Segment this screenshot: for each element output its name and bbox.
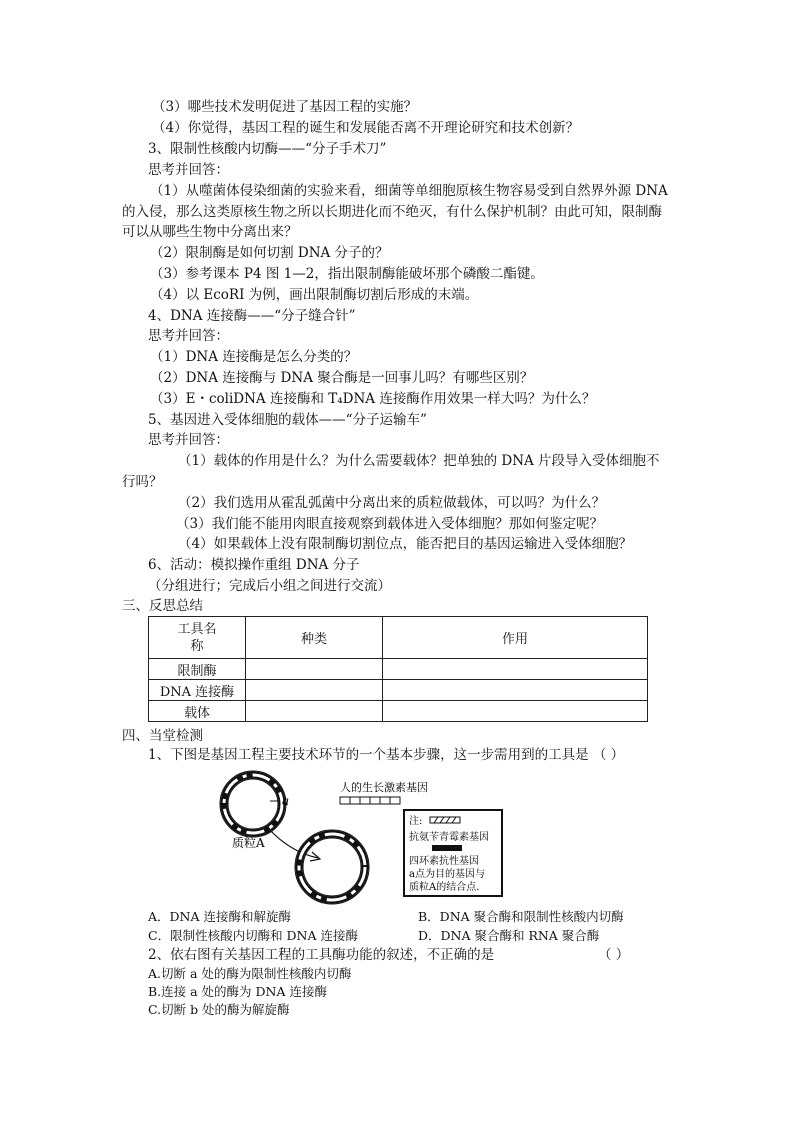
text-line: （3）哪些技术发明促进了基因工程的实施？ (152, 99, 418, 115)
text-line: 思考并回答： (148, 162, 229, 178)
text-line: 6、活动：模拟操作重组 DNA 分子 (148, 557, 360, 573)
question-2-stem: 2、依右图有关基因工程的工具酶功能的叙述，不正确的是 (148, 947, 495, 963)
text-line: （3）参考课本 P4 图 1—2，指出限制酶能破坏那个磷酸二酯键。 (150, 266, 544, 282)
legend-text: 抗氨苄青霉素基因 (409, 832, 489, 843)
legend-text: 质粒A的结合点. (409, 882, 480, 893)
section-heading: 三、反思总结 (122, 598, 203, 614)
plasmid-a-icon (220, 771, 286, 837)
plasmid-a-label: 质粒A (232, 836, 265, 850)
legend-text: a点为目的基因与 (409, 869, 485, 880)
gene-label: 人的生长激素基因 (340, 781, 428, 794)
solid-gene-swatch (432, 845, 462, 851)
option-c: C．限制性核酸内切酶和 DNA 连接酶 (148, 928, 358, 943)
text-line: （2）限制酶是如何切割 DNA 分子的？ (150, 245, 389, 261)
text-line: （4）如果载体上没有限制酶切割位点，能否把目的基因运输进入受体细胞？ (178, 536, 633, 552)
text-line: （4）以 EcoRI 为例，画出限制酶切割后形成的末端。 (150, 287, 479, 303)
legend-text: 四环素抗性基因 (409, 856, 479, 867)
point-a-label: a (282, 794, 290, 808)
q2-option-c: C.切断 b 处的酶为解旋酶 (148, 1002, 290, 1017)
table-row-label: 载体 (149, 701, 246, 722)
text-line: （2）我们选用从霍乱弧菌中分离出来的质粒做载体，可以吗？为什么？ (178, 495, 606, 511)
gene-fragment-icon (340, 797, 400, 804)
q2-option-b: B.连接 a 处的酶为 DNA 连接酶 (148, 984, 327, 999)
text-line: 行吗？ (122, 474, 163, 490)
text-line: 的入侵，那么这类原核生物之所以长期进化而不绝灭，有什么保护机制？由此可知，限制酶 (122, 204, 662, 220)
text-line: （分组进行；完成后小组之间进行交流） (148, 578, 391, 594)
legend-title: 注: (409, 816, 423, 827)
question-2-answer-paren: （ ） (598, 947, 630, 963)
text-line: （4）你觉得，基因工程的诞生和发展能否离不开理论研究和技术创新？ (152, 120, 580, 136)
question-1-stem: 1、下图是基因工程主要技术环节的一个基本步骤，这一步需用到的工具是 （ ） (148, 747, 625, 763)
text-line: 思考并回答： (148, 432, 229, 448)
text-line: 4、DNA 连接酶——“分子缝合针” (148, 308, 356, 324)
text-line: （1）DNA 连接酶是怎么分类的？ (150, 349, 358, 365)
q2-option-a: A.切断 a 处的酶为限制性核酸内切酶 (148, 966, 352, 981)
text-line: （3）我们能不能用肉眼直接观察到载体进入受体细胞？那如何鉴定呢？ (176, 516, 604, 532)
text-line: 3、限制性核酸内切酶——“分子手术刀” (148, 141, 387, 157)
text-line: 5、基因进入受体细胞的载体——“分子运输车” (148, 412, 427, 428)
recombinant-plasmid-icon (295, 830, 369, 904)
text-line: （3）E・coliDNA 连接酶和 T₄DNA 连接酶作用效果一样大吗？为什么？ (150, 391, 596, 407)
table-row-label: DNA 连接酶 (149, 680, 246, 701)
option-b: B．DNA 聚合酶和限制性核酸内切酶 (418, 909, 624, 924)
legend-box (404, 810, 502, 896)
section-heading: 四、当堂检测 (122, 728, 203, 744)
option-d: D．DNA 聚合酶和 RNA 聚合酶 (418, 928, 600, 943)
text-line: （1）载体的作用是什么？为什么需要载体？把单独的 DNA 片段导入受体细胞不 (178, 453, 660, 469)
table-row-label: 限制酶 (149, 659, 246, 680)
text-line: 可以从哪些生物中分离出来？ (122, 224, 298, 240)
option-a: A．DNA 连接酶和解旋酶 (148, 909, 291, 924)
text-line: （1）从噬菌体侵染细菌的实验来看，细菌等单细胞原核生物容易受到自然界外源 DNA (150, 183, 668, 199)
table-header-type: 种类 (246, 617, 383, 659)
table-header-tool-name: 工具名 称 (149, 617, 246, 659)
text-line: 思考并回答： (148, 328, 229, 344)
table-header-function: 作用 (383, 617, 648, 659)
text-line: （2）DNA 连接酶与 DNA 聚合酶是一回事儿吗？有哪些区别？ (150, 370, 534, 386)
